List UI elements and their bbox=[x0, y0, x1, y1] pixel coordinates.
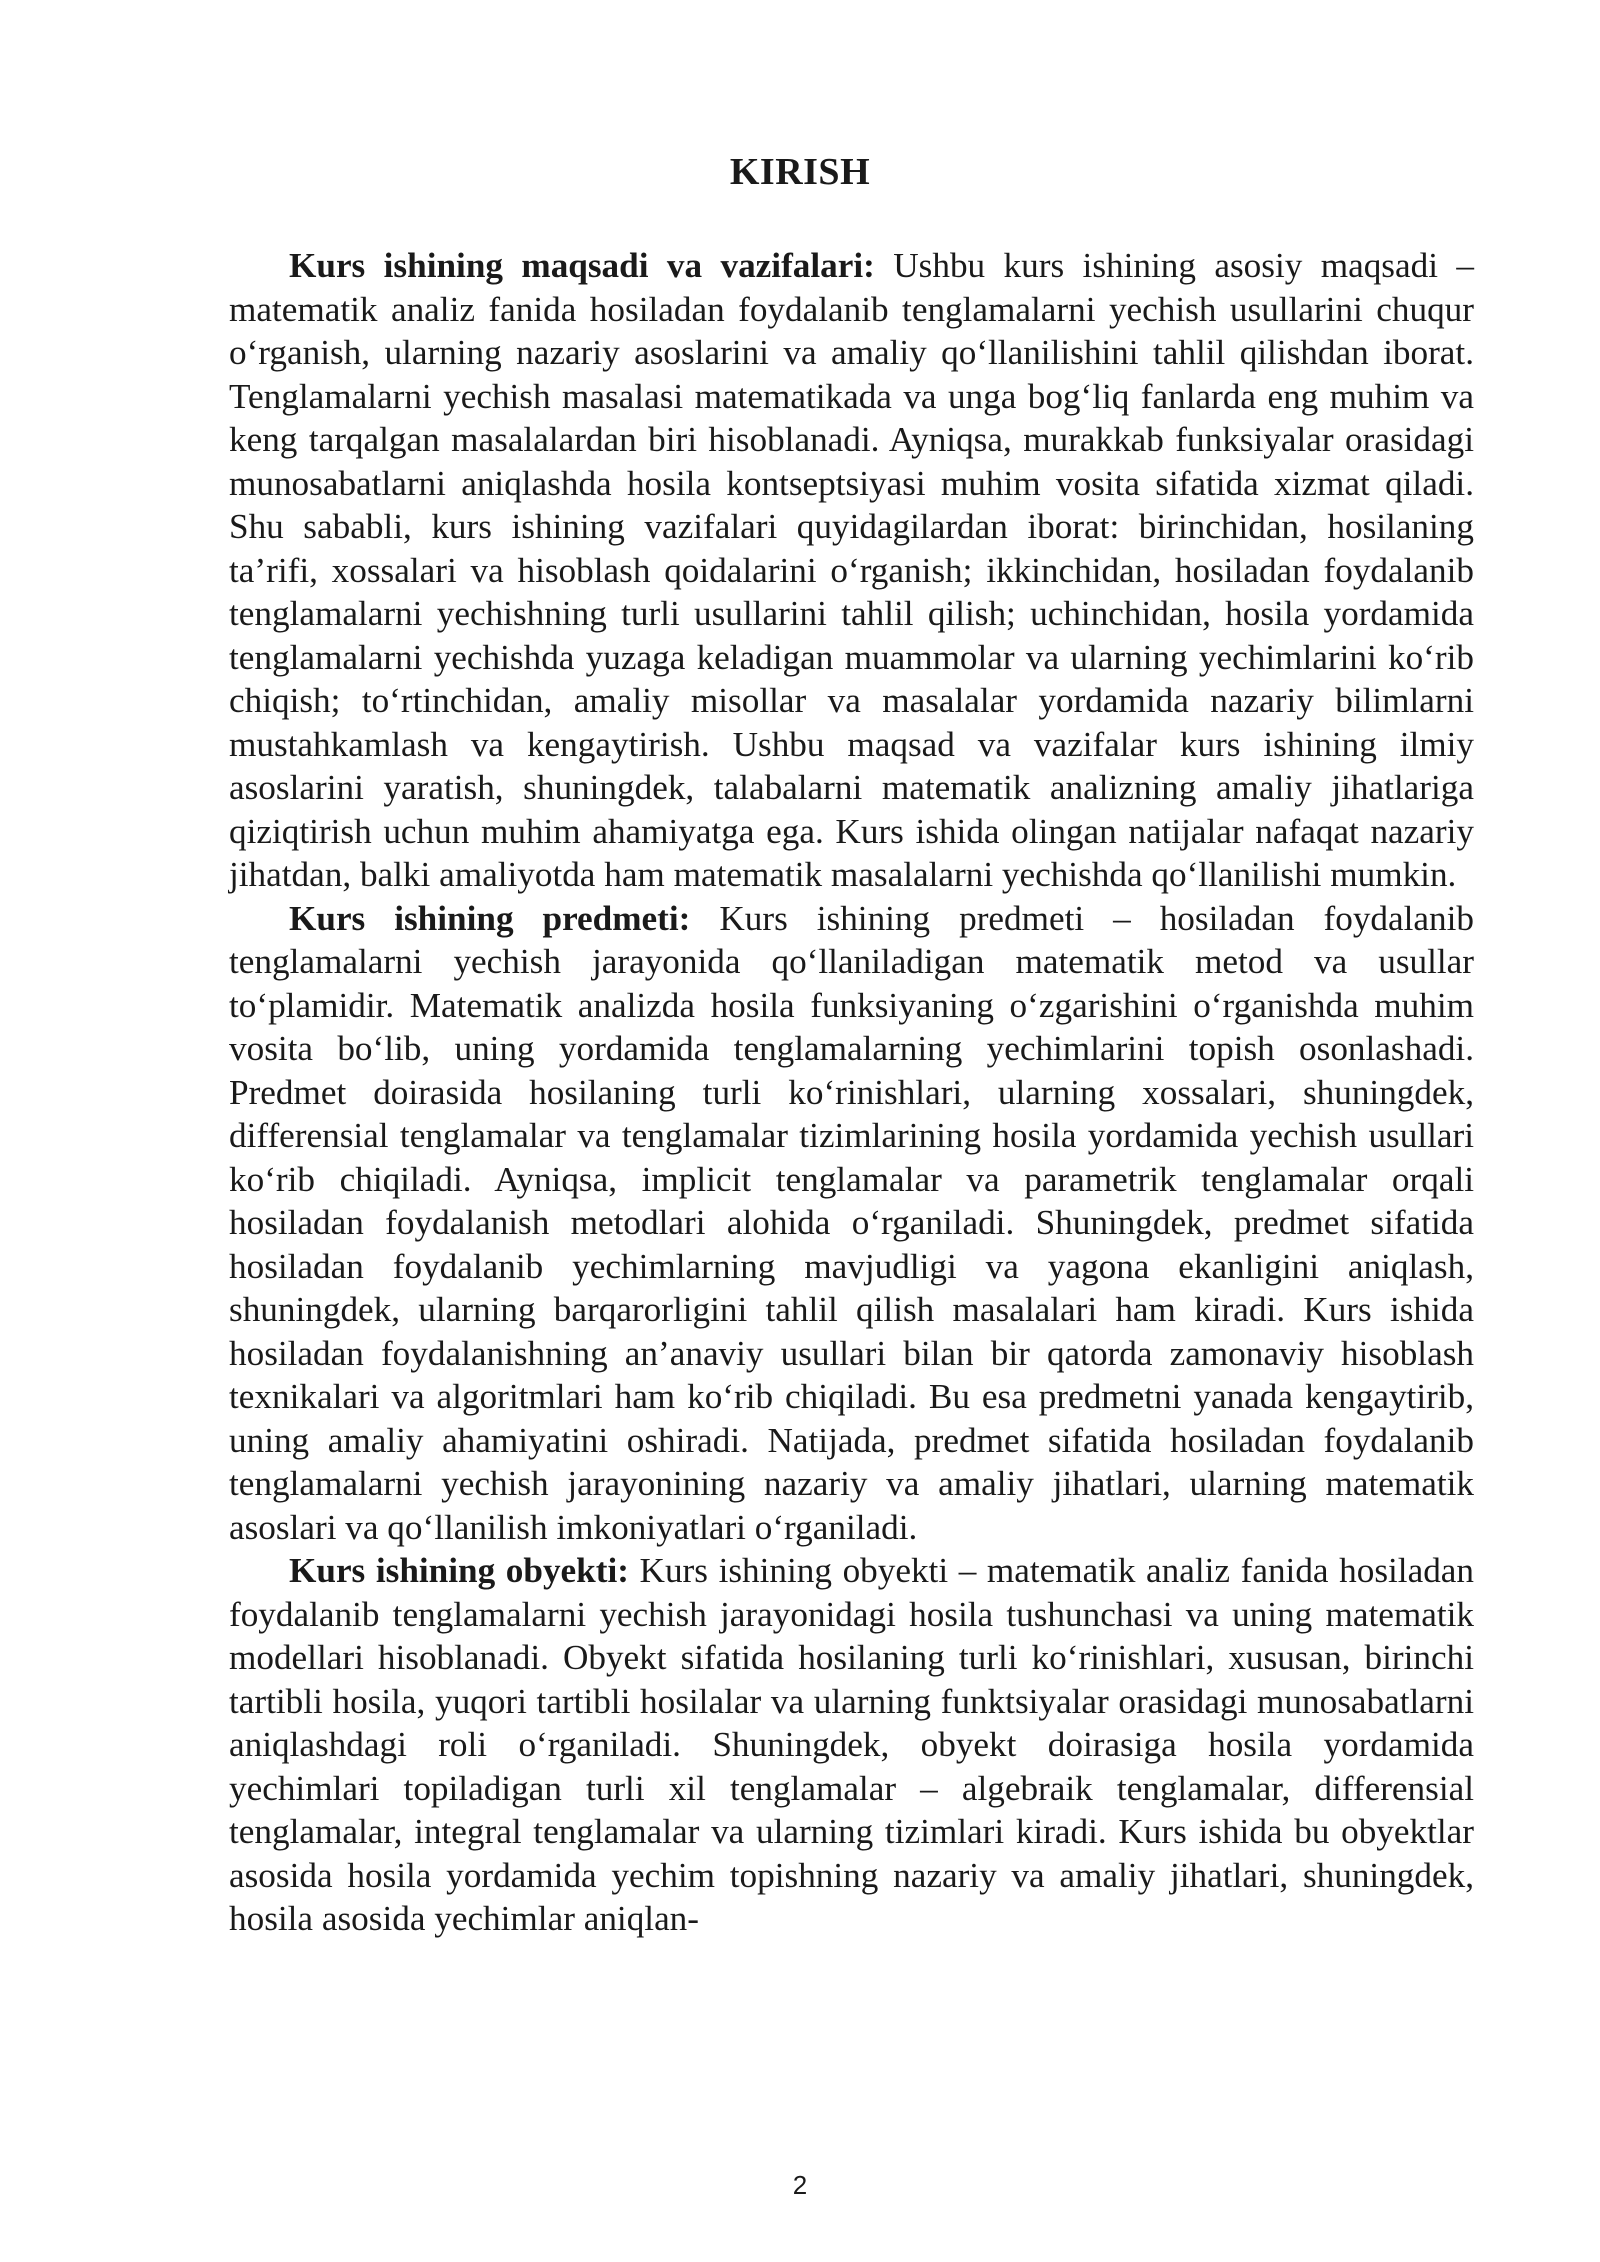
page-number: 2 bbox=[792, 2170, 808, 2200]
paragraph-maqsadi bbox=[229, 244, 1474, 897]
paragraph-lead: Kurs ishining maqsadi va vazifalari: bbox=[289, 246, 875, 285]
page-title: KIRISH bbox=[729, 151, 871, 193]
paragraph-text: Ushbu kurs ishining asosiy maqsadi – matematik analiz fanida hosiladan foydalanib tenglamalarni yechish usullarini chuqur o‘rganish, ularning nazariy asoslarini va amaliy qo‘llanilishini tahlil qilishdan iborat. Tenglamalarni yechish masalasi matematikada va unga bog‘liq fanlarda eng muhim va keng tarqalgan masalalardan biri hisoblanadi. Ayniqsa, murakkab funksiyalar orasidagi munosabatlarni aniqlashda hosila kontseptsiyasi muhim vosita sifatida xizmat qiladi. Shu sababli, kurs ishining vazifalari quyidagilardan iborat: birinchidan, hosilaning ta’rifi, xossalari va hisoblash qoidalarini o‘rganish; ikkinchidan, hosiladan foydalanib tenglamalarni yechishning turli usullarini tahlil qilish; uchinchidan, hosila yordamida tenglamalarni yechishda yuzaga keladigan muammolar va ularning yechimlarini ko‘rib chiqish; to‘rtinchidan, amaliy misollar va masalalar yordamida nazariy bilimlarni mustahkamlash va kengaytirish. Ushbu maqsad va vazifalar kurs ishining ilmiy asoslarini yaratish, shuningdek, talabalarni matematik analizning amaliy jihatlariga qiziqtirish uchun muhim ahamiyatga ega. Kurs ishida olingan natijalar nafaqat nazariy jihatdan, balki amaliyotda ham matematik masalalarni yechishda qo‘llanilishi mumkin. bbox=[229, 246, 1474, 894]
paragraph-obyekti bbox=[229, 1549, 1474, 1941]
paragraph-predmeti bbox=[229, 897, 1474, 1550]
paragraph-lead: Kurs ishining obyekti: bbox=[289, 1551, 629, 1590]
body-text bbox=[229, 244, 1474, 1941]
paragraph-text: Kurs ishining obyekti – matematik analiz fanida hosiladan foydalanib tenglamalarni yechish jarayonidagi hosila tushunchasi va uning matematik modellari hisoblanadi. Obyekt sifatida hosilaning turli ko‘rinishlari, xususan, birinchi tartibli hosila, yuqori tartibli hosilalar va ularning funktsiyalar orasidagi munosabatlarni aniqlashdagi roli o‘rganiladi. Shuningdek, obyekt doirasiga hosila yordamida yechimlari topiladigan turli xil tenglamalar – algebraik tenglamalar, differensial tenglamalar, integral tenglamalar va ularning tizimlari kiradi. Kurs ishida bu obyektlar asosida hosila yordamida yechim topishning nazariy va amaliy jihatlari, shuningdek, hosila asosida yechimlar aniqlan- bbox=[229, 1551, 1475, 1938]
paragraph-lead: Kurs ishining predmeti: bbox=[289, 898, 691, 938]
paragraph-text: Kurs ishining predmeti – hosiladan foydalanib tenglamalarni yechish jarayonida qo‘llaniladigan matematik metod va usullar to‘plamidir. Matematik analizda hosila funksiyaning o‘zgarishini o‘rganishda muhim vosita bo‘lib, uning yordamida tenglamalarning yechimlarini topish osonlashadi. Predmet doirasida hosilaning turli ko‘rinishlari, ularning xossalari, shuningdek, differensial tenglamalar va tenglamalar tizimlarining hosila yordamida yechish usullari ko‘rib chiqiladi. Ayniqsa, implicit tenglamalar va parametrik tenglamalar orqali hosiladan foydalanish metodlari alohida o‘rganiladi. Shuningdek, predmet sifatida hosiladan foydalanib yechimlarning mavjudligi va yagona ekanligini aniqlash, shuningdek, ularning barqarorligini tahlil qilish masalalari ham kiradi. Kurs ishida hosiladan foydalanishning an’anaviy usullari bilan bir qatorda zamonaviy hisoblash texnikalari va algoritmlari ham ko‘rib chiqiladi. Bu esa predmetni yanada kengaytirib, uning amaliy ahamiyatini oshiradi. Natijada, predmet sifatida hosiladan foydalanib tenglamalarni yechish jarayonining nazariy va amaliy jihatlari, ularning matematik asoslari va qo‘llanilish imkoniyatlari o‘rganiladi. bbox=[229, 898, 1474, 1547]
